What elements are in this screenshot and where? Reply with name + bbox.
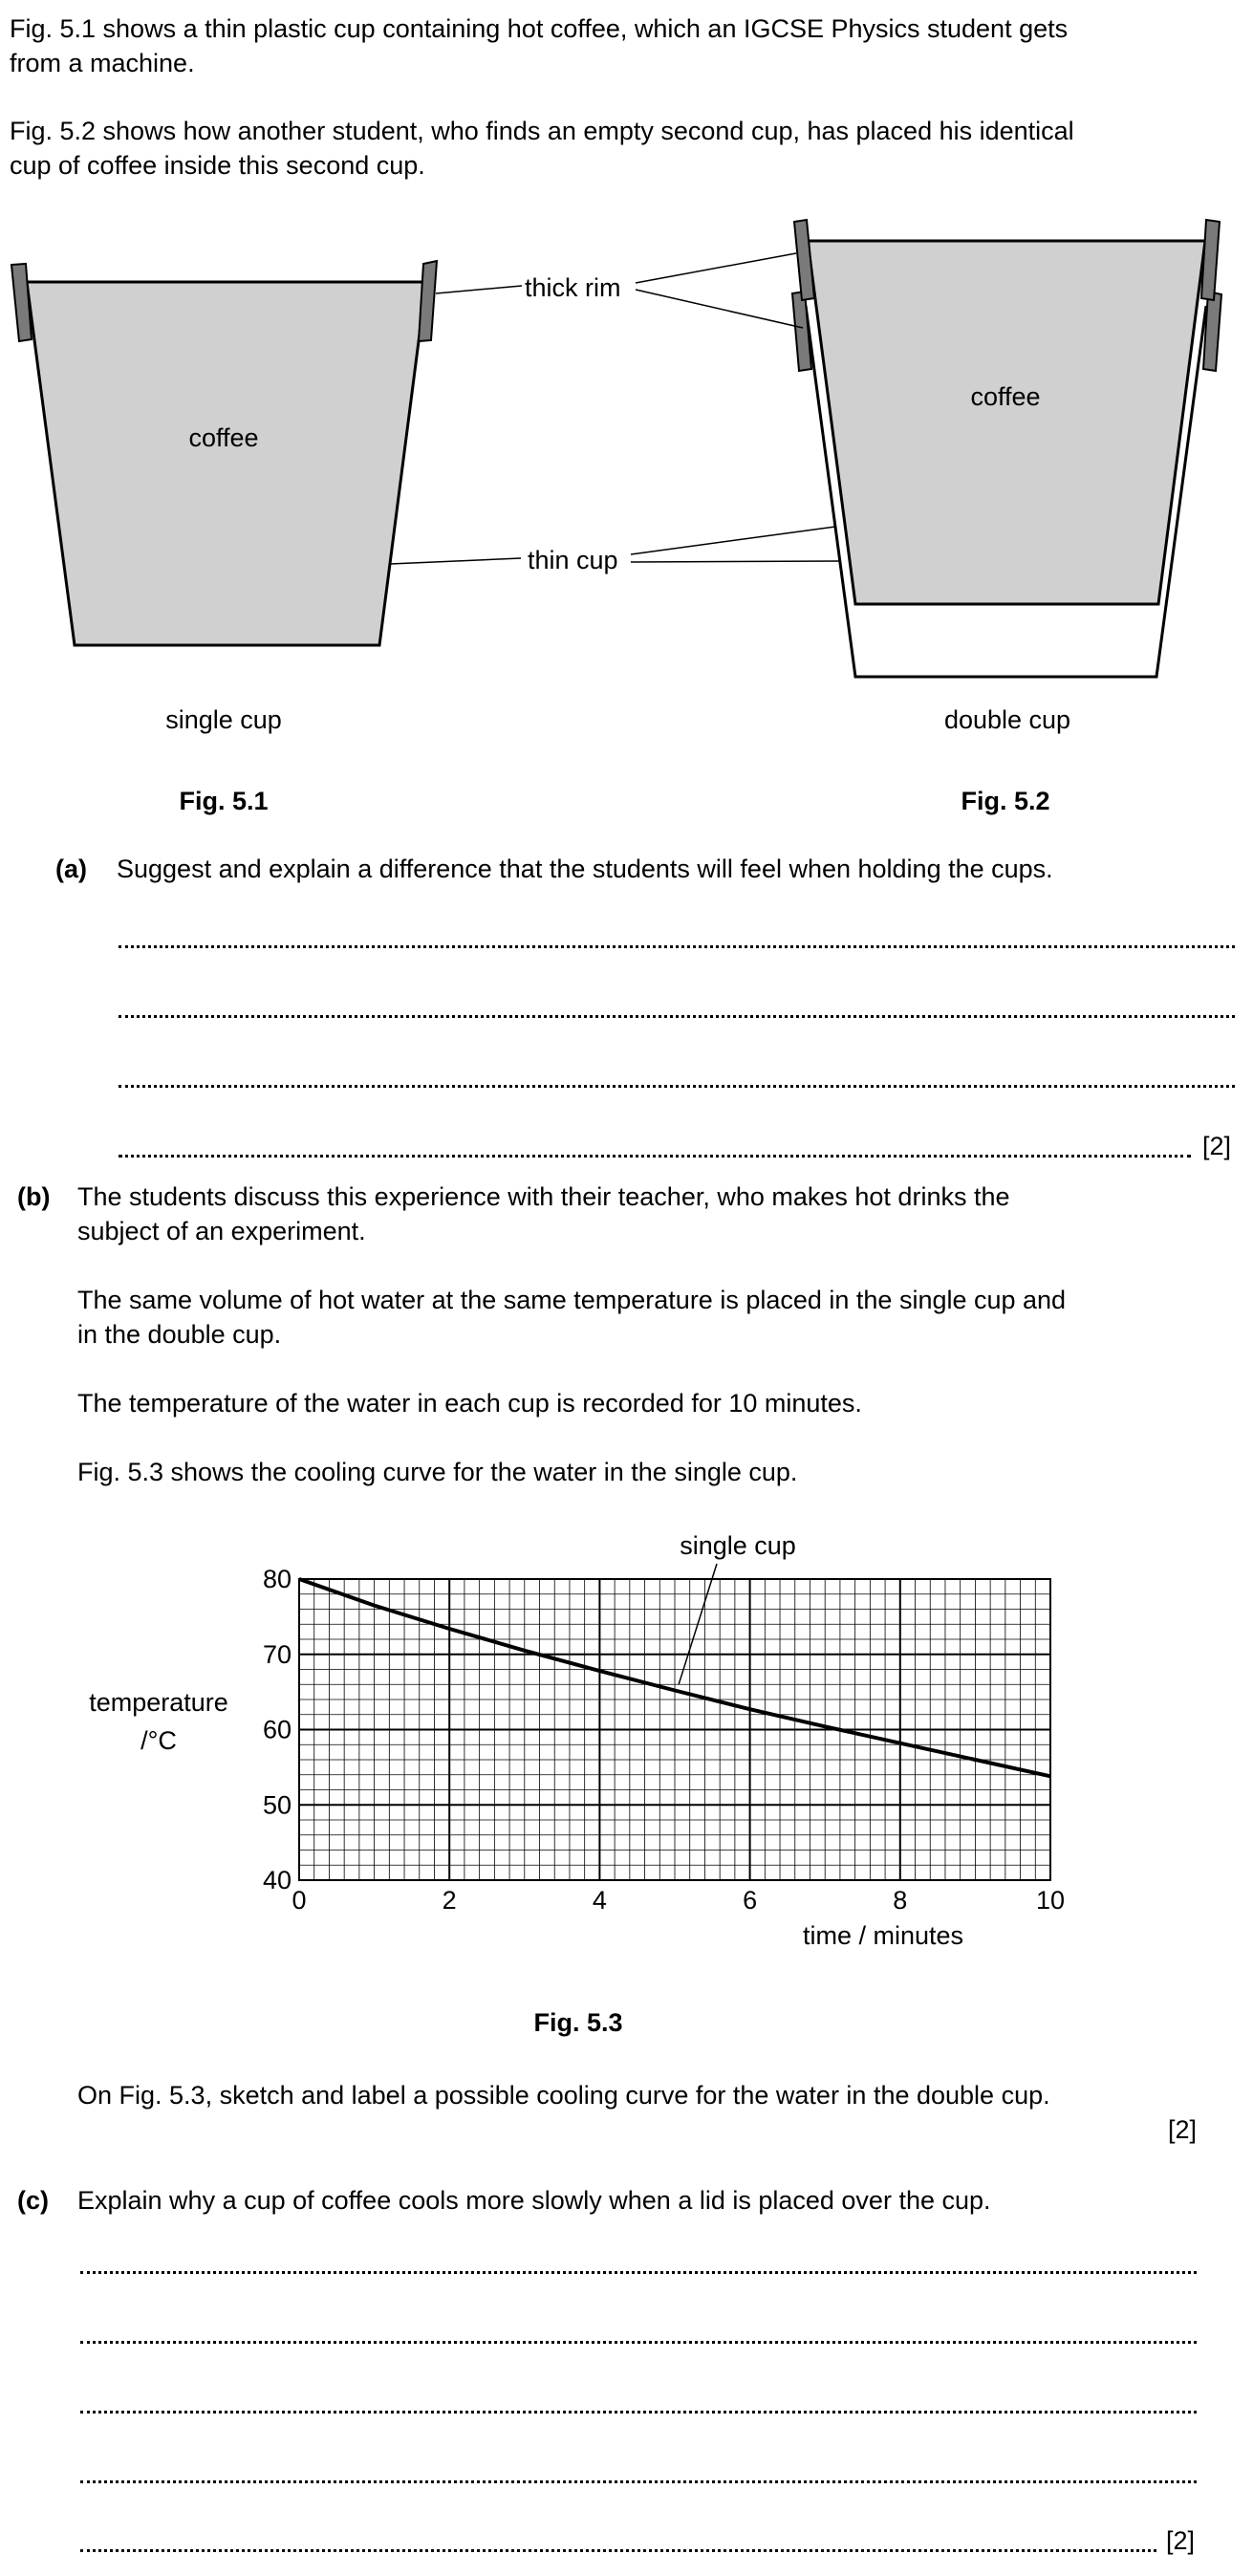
intro-p2-line1: Fig. 5.2 shows how another student, who finds an empty second cup, has placed his identical <box>10 117 1074 145</box>
part-a-marks: [2] <box>1202 1132 1232 1160</box>
thick-rim-label: thick rim <box>525 273 621 302</box>
fig51-title: Fig. 5.1 <box>179 787 269 815</box>
part-c-answer-line-4[interactable] <box>80 2480 1197 2483</box>
y-tick-label: 40 <box>262 1866 292 1894</box>
part-c-answer-line-1[interactable] <box>80 2271 1197 2274</box>
intro-p1-line2: from a machine. <box>10 49 195 77</box>
y-tick-label: 80 <box>262 1565 292 1593</box>
part-c-answer-line-2[interactable] <box>80 2341 1197 2344</box>
intro-p1-line1: Fig. 5.1 shows a thin plastic cup containing hot coffee, which an IGCSE Physics student gets <box>10 14 1069 43</box>
part-b-line2: subject of an experiment. <box>77 1217 366 1245</box>
fig51-caption: single cup <box>165 705 282 734</box>
x-tick-label: 8 <box>893 1886 908 1915</box>
part-c-answer-line-3[interactable] <box>80 2411 1197 2414</box>
part-a-question: Suggest and explain a difference that the students will feel when holding the cups. <box>117 855 1053 883</box>
part-b-marks: [2] <box>1168 2115 1198 2144</box>
part-b-line1: The students discuss this experience with their teacher, who makes hot drinks the <box>77 1182 1010 1211</box>
part-c-label: (c) <box>17 2186 49 2215</box>
x-tick-label: 6 <box>743 1886 758 1915</box>
y-axis-label: temperature <box>89 1688 228 1717</box>
part-b-line3: The same volume of hot water at the same temperature is placed in the single cup and <box>77 1286 1067 1314</box>
part-c-marks: [2] <box>1166 2526 1196 2555</box>
part-b-line6: Fig. 5.3 shows the cooling curve for the water in the single cup. <box>77 1458 798 1486</box>
x-tick-label: 4 <box>592 1886 607 1915</box>
fig52-caption: double cup <box>943 705 1071 734</box>
part-b-label: (b) <box>17 1182 51 1211</box>
part-b-task: On Fig. 5.3, sketch and label a possible cooling curve for the water in the double cup. <box>77 2081 1050 2110</box>
intro-p2-line2: cup of coffee inside this second cup. <box>10 151 425 180</box>
y-tick-label: 60 <box>262 1715 292 1744</box>
x-tick-label: 10 <box>1035 1886 1066 1915</box>
thin-cup-label: thin cup <box>528 546 618 574</box>
part-c-answer-line-5[interactable] <box>80 2549 1156 2552</box>
part-c-question: Explain why a cup of coffee cools more slowly when a lid is placed over the cup. <box>77 2186 991 2215</box>
fig53-title: Fig. 5.3 <box>533 2008 623 2037</box>
y-tick-label: 70 <box>262 1639 292 1669</box>
y-tick-label: 50 <box>262 1790 292 1820</box>
fig52-coffee-label: coffee <box>970 382 1041 411</box>
series-label-single-cup: single cup <box>680 1531 796 1560</box>
part-b-line4: in the double cup. <box>77 1320 282 1349</box>
part-b-line5: The temperature of the water in each cup is recorded for 10 minutes. <box>77 1389 862 1418</box>
y-axis-unit-label: /°C <box>140 1726 177 1755</box>
x-axis-label: time / minutes <box>802 1921 964 1950</box>
fig51-coffee-label: coffee <box>188 423 259 452</box>
x-tick-label: 0 <box>292 1886 307 1915</box>
fig52-title: Fig. 5.2 <box>961 787 1050 815</box>
x-tick-label: 2 <box>442 1886 457 1915</box>
part-a-label: (a) <box>55 855 87 883</box>
